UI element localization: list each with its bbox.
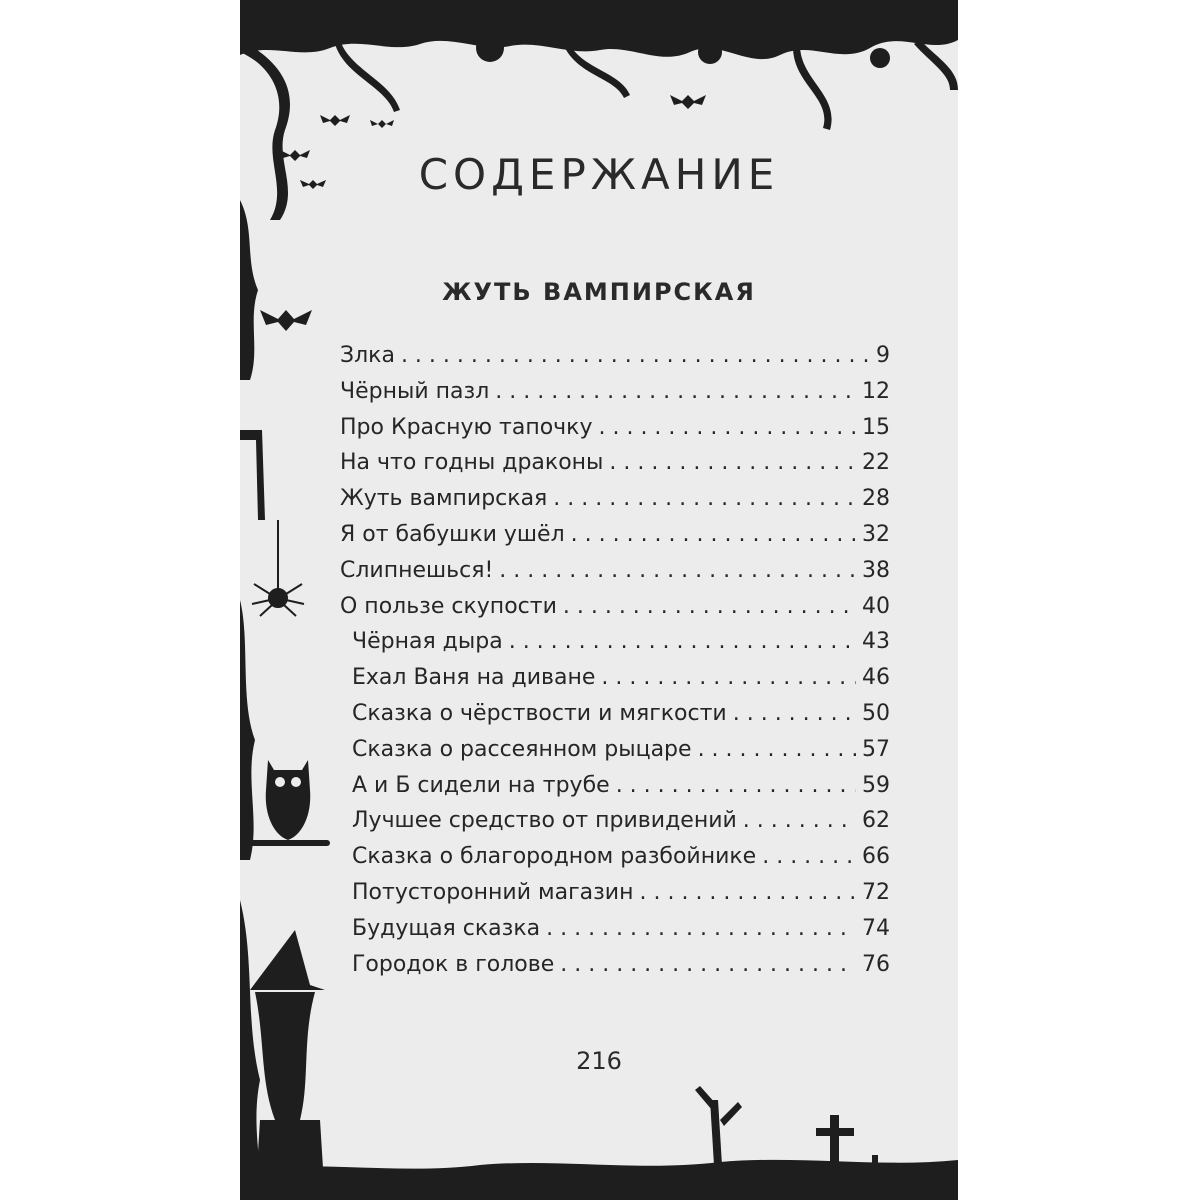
toc-entry — [340, 343, 890, 379]
toc-leader-dots — [762, 844, 856, 869]
toc-entry — [352, 629, 890, 665]
toc-entry-title: Сказка о чёрствости и мягкости — [352, 700, 727, 726]
toc-entry — [340, 415, 890, 451]
toc-entry-title: Чёрная дыра — [352, 629, 503, 655]
toc-entry — [352, 880, 890, 916]
spider-icon — [252, 520, 304, 616]
toc-entry-title: Злка — [340, 343, 395, 368]
toc-entry — [352, 952, 890, 988]
toc-entry-title: Чёрный пазл — [340, 378, 490, 404]
toc-entry-page: 12 — [862, 378, 890, 404]
toc-leader-dots — [743, 808, 856, 833]
toc-entry-title: Слипнешься! — [340, 557, 494, 583]
toc-entry-title: Сказка о благородном разбойнике — [352, 844, 757, 870]
toc-entry-page: 76 — [862, 951, 890, 977]
toc-entry-page: 38 — [862, 557, 890, 583]
toc-leader-dots — [640, 880, 857, 905]
toc-entry — [340, 379, 890, 415]
toc-entry-title: Жуть вампирская — [340, 486, 548, 512]
toc-leader-dots — [698, 737, 856, 762]
toc-entry-title: Потусторонний магазин — [352, 879, 634, 905]
toc-entry-page: 9 — [876, 343, 890, 368]
toc-entry — [340, 594, 890, 630]
toc-entry-page: 32 — [862, 521, 890, 547]
toc-entry — [340, 558, 890, 594]
toc-leader-dots — [495, 379, 856, 404]
toc-entry — [352, 916, 890, 952]
page-number: 216 — [576, 1047, 622, 1075]
toc-entry — [340, 522, 890, 558]
toc-leader-dots — [598, 415, 856, 440]
toc-entry — [352, 808, 890, 844]
toc-entry-page: 50 — [862, 700, 890, 726]
toc-entry-title: О пользе скупости — [340, 593, 557, 619]
page-title: СОДЕРЖАНИЕ — [418, 150, 780, 199]
toc-entry-page: 43 — [862, 629, 890, 655]
toc-leader-dots — [563, 594, 856, 619]
toc-entry-title: Про Красную тапочку — [340, 414, 593, 440]
toc-entry-page: 28 — [862, 486, 890, 512]
toc-entry-page: 72 — [862, 879, 890, 905]
toc-entry-title: На что годны драконы — [340, 450, 604, 476]
toc-entry-page: 62 — [862, 808, 890, 834]
toc-entry-page: 22 — [862, 450, 890, 476]
toc-leader-dots — [733, 701, 856, 726]
toc-entry-page: 66 — [862, 844, 890, 870]
book-page — [240, 0, 958, 1200]
toc-entry-page: 57 — [862, 736, 890, 762]
toc-entry — [352, 737, 890, 773]
toc-entry-page: 46 — [862, 665, 890, 691]
toc-leader-dots — [616, 773, 856, 798]
toc-entry — [352, 665, 890, 701]
toc-entry-page: 74 — [862, 915, 890, 941]
toc-entry — [340, 486, 890, 522]
toc-entry-title: Сказка о рассеянном рыцаре — [352, 736, 692, 762]
toc-entry-title: Будущая сказка — [352, 915, 541, 941]
toc-entry-title: Лучшее средство от привидений — [352, 808, 737, 834]
toc-leader-dots — [553, 486, 856, 511]
toc-leader-dots — [401, 343, 870, 368]
toc-leader-dots — [609, 450, 856, 475]
toc-leader-dots — [560, 952, 856, 977]
toc-leader-dots — [571, 522, 856, 547]
toc-leader-dots — [499, 558, 856, 583]
table-of-contents — [340, 343, 890, 987]
toc-entry — [340, 450, 890, 486]
toc-entry-page: 59 — [862, 772, 890, 798]
toc-entry — [352, 701, 890, 737]
toc-entry-page: 40 — [862, 593, 890, 619]
toc-leader-dots — [601, 665, 856, 690]
toc-leader-dots — [509, 629, 856, 654]
toc-leader-dots — [546, 916, 856, 941]
toc-entry-title: А и Б сидели на трубе — [352, 772, 610, 798]
toc-entry-title: Я от бабушки ушёл — [340, 521, 565, 547]
toc-entry-page: 15 — [862, 414, 890, 440]
toc-entry-title: Ехал Ваня на диване — [352, 665, 596, 691]
toc-entry-title: Городок в голове — [352, 951, 555, 977]
toc-entry — [352, 773, 890, 809]
section-title: ЖУТЬ ВАМПИРСКАЯ — [442, 278, 756, 306]
toc-entry — [352, 844, 890, 880]
